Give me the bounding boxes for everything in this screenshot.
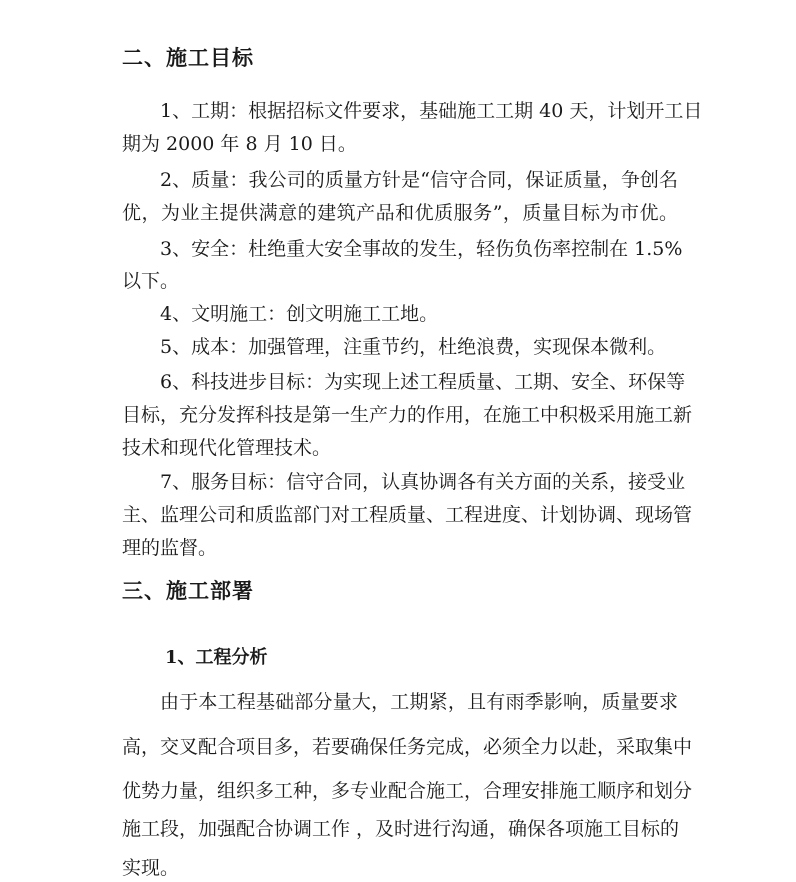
paragraph-line: 理的监督。 <box>122 537 218 559</box>
paragraph-line: 6、科技进步目标：为实现上述工程质量、工期、安全、环保等 <box>160 371 686 393</box>
paragraph-line: 目标，充分发挥科技是第一生产力的作用，在施工中积极采用施工新 <box>122 404 693 426</box>
paragraph-line: 4、文明施工：创文明施工工地。 <box>160 303 439 325</box>
paragraph-line: 技术和现代化管理技术。 <box>122 437 332 459</box>
section-heading-construction-goals: 二、施工目标 <box>122 45 254 70</box>
paragraph-line: 施工段，加强配合协调工作 ，及时进行沟通，确保各项施工目标的 <box>122 818 680 840</box>
section-heading-construction-deployment: 三、施工部署 <box>122 578 254 603</box>
paragraph-line: 高，交叉配合项目多，若要确保任务完成，必须全力以赴，采取集中 <box>122 736 693 758</box>
paragraph-line: 3、安全：杜绝重大安全事故的发生，轻伤负伤率控制在 1.5% <box>160 238 683 260</box>
paragraph-line: 由于本工程基础部分量大，工期紧，且有雨季影响，质量要求 <box>160 691 678 713</box>
paragraph-line: 2、质量：我公司的质量方针是“信守合同，保证质量，争创名 <box>160 169 678 191</box>
paragraph-line: 期为 2000 年 8 月 10 日。 <box>122 133 357 155</box>
paragraph-line: 7、服务目标：信守合同，认真协调各有关方面的关系，接受业 <box>160 471 686 493</box>
paragraph-line: 主、监理公司和质监部门对工程质量、工程进度、计划协调、现场管 <box>122 504 693 526</box>
paragraph-line: 优势力量，组织多工种，多专业配合施工，合理安排施工顺序和划分 <box>122 780 693 802</box>
subsection-heading-project-analysis: 1、工程分析 <box>165 647 268 668</box>
paragraph-line: 5、成本：加强管理，注重节约，杜绝浪费，实现保本微利。 <box>160 336 667 358</box>
paragraph-line: 优，为业主提供满意的建筑产品和优质服务”，质量目标为市优。 <box>122 202 678 224</box>
paragraph-line: 实现。 <box>122 857 180 879</box>
paragraph-line: 1、工期：根据招标文件要求，基础施工工期 40 天，计划开工日 <box>160 100 703 122</box>
paragraph-line: 以下。 <box>122 270 180 292</box>
